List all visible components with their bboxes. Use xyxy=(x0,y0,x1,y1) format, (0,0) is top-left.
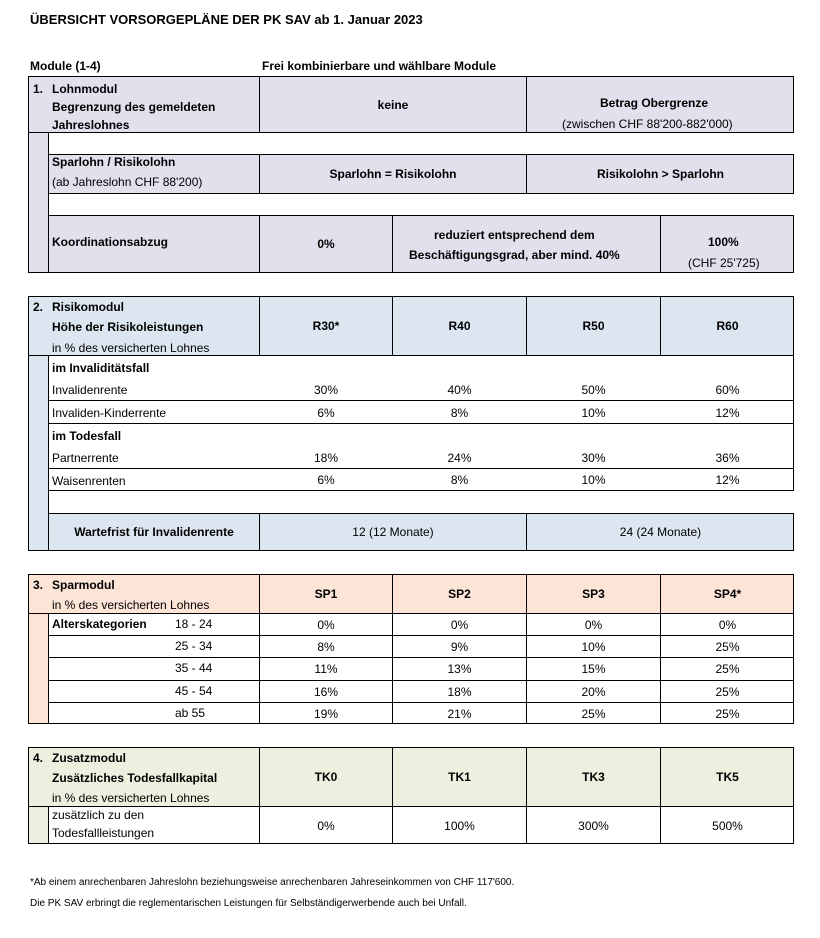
cell-value: 13% xyxy=(447,662,472,676)
cell-value: 30% xyxy=(313,383,339,397)
lohnmodul-line2: Begrenzung des gemeldeten xyxy=(52,100,216,114)
cell-value: 15% xyxy=(581,662,606,676)
lohnmodul-keine: keine xyxy=(377,97,409,112)
risikomodul-title: Risikomodul xyxy=(52,300,125,314)
zusatzmodul-col-tk5: TK5 xyxy=(716,770,739,784)
sparmodul-number: 3. xyxy=(33,578,44,592)
cell-value: 36% xyxy=(715,451,740,465)
cell-value: 6% xyxy=(317,405,335,420)
sparmodul-col-sp4: SP4* xyxy=(713,587,742,601)
row-label-line1: zusätzlich zu den xyxy=(52,808,145,822)
koordinationsabzug-label: Koordinationsabzug xyxy=(52,235,168,249)
row-label: Waisenrenten xyxy=(52,474,126,488)
cell-value: 9% xyxy=(450,639,469,654)
cell-value: 18% xyxy=(313,451,339,465)
footnote-2: Die PK SAV erbringt die reglementarischen Leistungen für Selbständigerwerbende auch bei Unfall. xyxy=(30,898,467,909)
koordinationsabzug-reduced-line2: Beschäftigungsgrad, aber mind. 40% xyxy=(409,248,620,262)
cell-value: 0% xyxy=(317,818,335,833)
risikomodul-col-r40: R40 xyxy=(448,319,471,333)
wartefrist-24: 24 (24 Monate) xyxy=(619,525,702,539)
lohnmodul-number: 1. xyxy=(33,82,44,96)
koordinationsabzug-100-sub: (CHF 25'725) xyxy=(688,256,760,270)
lohnmodul-line3: Jahreslohnes xyxy=(52,118,130,132)
cell-value: 30% xyxy=(581,451,606,465)
sparmodul-col-sp1: SP1 xyxy=(314,587,338,601)
row-label-line2: Todesfallleistungen xyxy=(52,826,155,840)
cell-value: 12% xyxy=(715,473,740,487)
cell-value: 500% xyxy=(712,818,743,833)
cell-value: 60% xyxy=(715,383,740,397)
cell-value: 25% xyxy=(715,706,740,721)
sparlohn-equal: Sparlohn = Risikolohn xyxy=(329,167,457,181)
koordinationsabzug-reduced-line1: reduziert entsprechend dem xyxy=(434,228,595,242)
zusatzmodul-col-tk3: TK3 xyxy=(582,770,605,784)
cell-value: 19% xyxy=(313,706,339,721)
cell-value: 40% xyxy=(447,383,472,397)
cell-value: 10% xyxy=(581,405,606,420)
page-title: ÜBERSICHT VORSORGEPLÄNE DER PK SAV ab 1. Januar 2023 xyxy=(30,12,423,27)
koordinationsabzug-0: 0% xyxy=(317,237,335,251)
wartefrist-label: Wartefrist für Invalidenrente xyxy=(74,525,234,539)
lohnmodul-obergrenze: Betrag Obergrenze xyxy=(600,96,709,110)
cell-value: 11% xyxy=(314,662,338,676)
row-label: Invaliden-Kinderrente xyxy=(52,406,167,420)
footnote-1: *Ab einem anrechenbaren Jahreslohn beziehungsweise anrechenbaren Jahreseinkommen von CHF 117'600. xyxy=(30,877,515,888)
cell-value: 50% xyxy=(581,383,606,397)
cell-value: 300% xyxy=(578,818,609,833)
risikolohn-greater: Risikolohn > Sparlohn xyxy=(596,167,724,181)
age-range: 18 - 24 xyxy=(175,617,213,631)
cell-value: 8% xyxy=(450,405,469,420)
age-range: ab 55 xyxy=(175,706,206,720)
cell-value: 8% xyxy=(450,473,469,487)
row-label: Partnerrente xyxy=(52,451,119,465)
modules-subheader: Frei kombinierbare und wählbare Module xyxy=(262,59,497,73)
cell-value: 25% xyxy=(581,706,606,721)
wartefrist-12: 12 (12 Monate) xyxy=(352,525,434,539)
cell-value: 0% xyxy=(450,617,469,632)
zusatzmodul-col-tk1: TK1 xyxy=(448,770,471,784)
cell-value: 6% xyxy=(317,473,335,487)
sparlohn-title: Sparlohn / Risikolohn xyxy=(52,155,176,169)
cell-value: 21% xyxy=(447,706,472,721)
risikomodul-col-r30: R30* xyxy=(312,319,340,333)
risikomodul-number: 2. xyxy=(33,300,44,314)
cell-value: 16% xyxy=(313,684,339,699)
cell-value: 12% xyxy=(715,405,740,420)
cell-value: 25% xyxy=(715,684,740,699)
risikomodul-col-r60: R60 xyxy=(716,319,739,333)
risikomodul-line3: in % des versicherten Lohnes xyxy=(52,341,210,355)
cell-value: 18% xyxy=(447,684,472,699)
zusatzmodul-title: Zusatzmodul xyxy=(52,751,126,765)
cell-value: 0% xyxy=(584,617,603,632)
cell-value: 0% xyxy=(718,617,737,632)
risikomodul-line2: Höhe der Risikoleistungen xyxy=(52,320,204,334)
cell-value: 24% xyxy=(447,451,472,465)
sparmodul-line2: in % des versicherten Lohnes xyxy=(52,598,210,612)
alterskategorien-label: Alterskategorien xyxy=(52,617,147,631)
zusatzmodul-line3: in % des versicherten Lohnes xyxy=(52,791,210,805)
cell-value: 20% xyxy=(581,684,606,699)
zusatzmodul-line2: Zusätzliches Todesfallkapital xyxy=(52,771,218,785)
cell-value: 10% xyxy=(581,473,606,487)
sparmodul-col-sp2: SP2 xyxy=(448,587,471,601)
invaliditaetsfall-label: im Invaliditätsfall xyxy=(52,361,150,375)
row-label: Invalidenrente xyxy=(52,383,128,397)
age-range: 25 - 34 xyxy=(175,639,213,653)
zusatzmodul-col-tk0: TK0 xyxy=(314,770,338,784)
sparmodul-col-sp3: SP3 xyxy=(582,587,605,601)
sparlohn-sub: (ab Jahreslohn CHF 88'200) xyxy=(52,175,203,189)
modules-header: Module (1-4) xyxy=(30,59,101,73)
cell-value: 25% xyxy=(715,662,740,676)
todesfall-label: im Todesfall xyxy=(52,429,122,443)
koordinationsabzug-100: 100% xyxy=(708,235,739,249)
lohnmodul-obergrenze-sub: (zwischen CHF 88'200-882'000) xyxy=(562,117,733,131)
cell-value: 8% xyxy=(317,639,335,654)
risikomodul-col-r50: R50 xyxy=(582,319,605,333)
cell-value: 25% xyxy=(715,639,740,654)
cell-value: 0% xyxy=(317,617,335,632)
age-range: 45 - 54 xyxy=(175,684,213,698)
sparmodul-title: Sparmodul xyxy=(52,578,115,592)
lohnmodul-title: Lohnmodul xyxy=(52,82,118,96)
age-range: 35 - 44 xyxy=(175,661,213,675)
cell-value: 10% xyxy=(581,639,606,654)
zusatzmodul-number: 4. xyxy=(33,751,44,765)
cell-value: 100% xyxy=(444,818,475,833)
